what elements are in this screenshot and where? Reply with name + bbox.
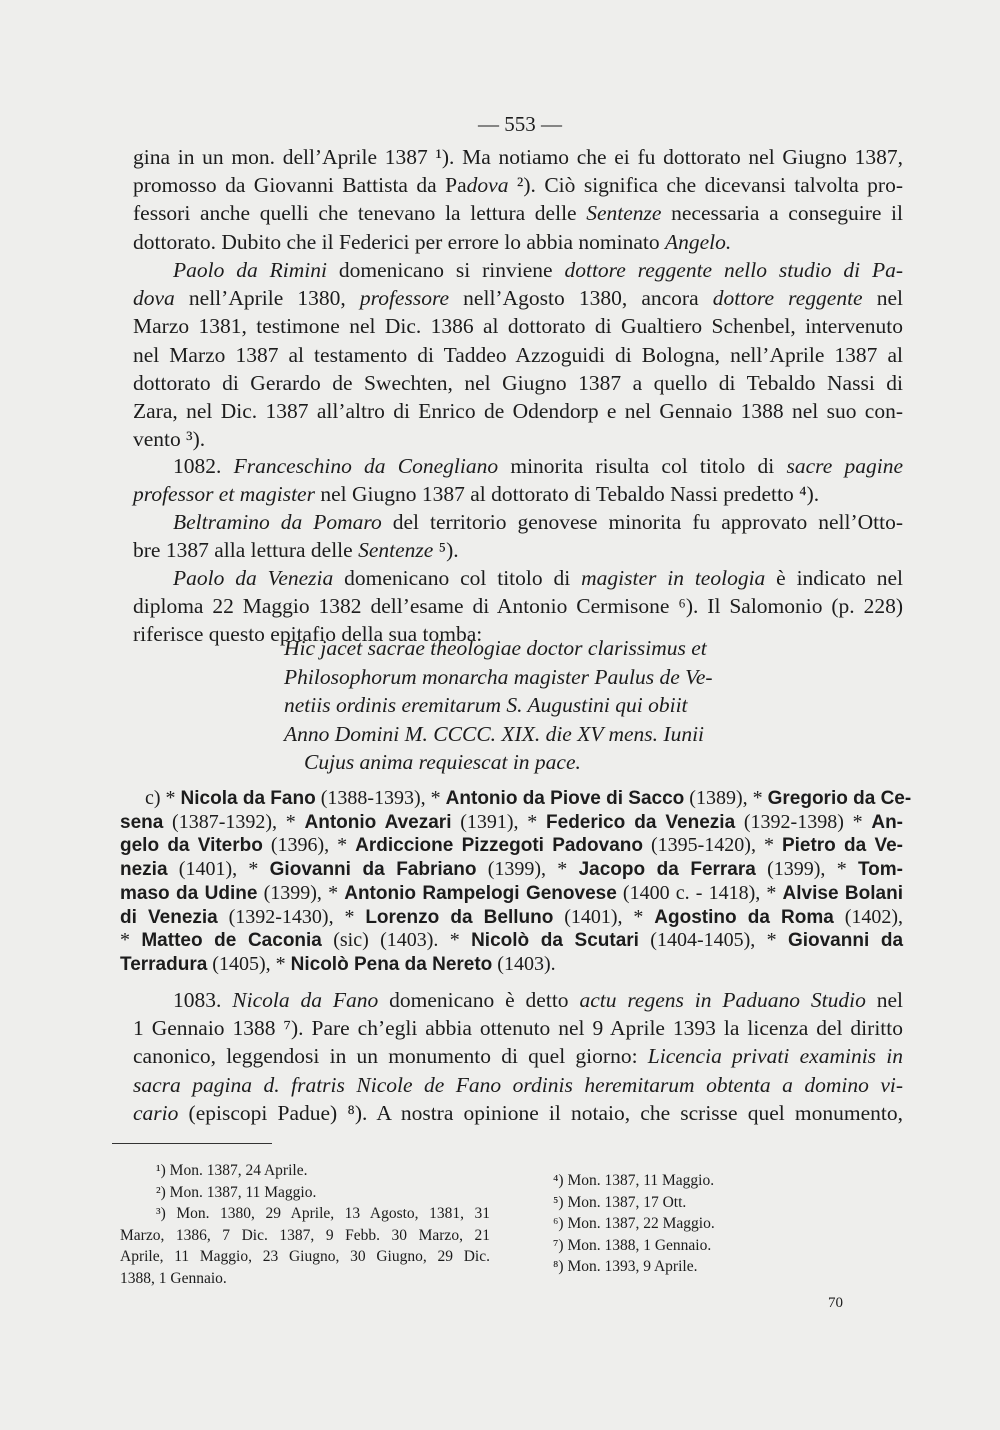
text-line: * Matteo de Caconia (sic) (1403). * Nicolò da Scutari (1404-1405), * Giovanni da — [120, 929, 904, 952]
text-line: bre 1387 alla lettura delle Sentenze ⁵). — [133, 538, 459, 563]
footnote: ¹) Mon. 1387, 24 Aprile. — [156, 1162, 308, 1179]
section-c-list — [120, 787, 912, 977]
text-line: dottorato di Gerardo de Swechten, nel Giugno 1387 a quello di Tebaldo Nassi di — [133, 370, 903, 395]
text-line: diploma 22 Maggio 1382 dell’esame di Antonio Cermisone ⁶). Il Salomonio (p. 228) — [133, 594, 903, 619]
text-line: Paolo da Venezia domenicano col titolo di magister in teologia è indicato nel — [173, 566, 903, 590]
text-line: dottorato. Dubito che il Federici per errore lo abbia nominato Angelo. — [133, 229, 732, 254]
text-line: gina in un mon. dell’Aprile 1387 ¹). Ma notiamo che ei fu dottorato nel Giugno 1387, — [133, 145, 903, 169]
footnote: ⁴) Mon. 1387, 11 Maggio. — [553, 1172, 715, 1189]
text-line: sena (1387-1392), * Antonio Avezari (1391), * Federico da Venezia (1392-1398) * An- — [120, 810, 904, 833]
footnote-continuation: Aprile, 11 Maggio, 23 Giugno, 30 Giugno, 29 Dic. — [120, 1248, 490, 1265]
paragraph-1082 — [133, 452, 903, 508]
footnote: ⁶) Mon. 1387, 22 Maggio. — [553, 1215, 715, 1232]
text-line: riferisce questo epitafio della sua tomba: — [133, 622, 483, 647]
paragraph-beltramino — [133, 508, 903, 564]
text-line: 1083. Nicola da Fano domenicano è detto actu regens in Paduano Studio nel — [173, 988, 903, 1012]
footnotes-right — [553, 1170, 813, 1278]
text-line: professor et magister nel Giugno 1387 al dottorato di Tebaldo Nassi predetto ⁴). — [133, 482, 820, 507]
text-line: c) * Nicola da Fano (1388-1393), * Antonio da Piove di Sacco (1389), * Gregorio da Ce- — [145, 787, 912, 809]
footnote: ³) Mon. 1380, 29 Aprile, 13 Agosto, 1381, 31 — [156, 1205, 490, 1222]
text-line: vento ³). — [133, 427, 206, 452]
text-line: promosso da Giovanni Battista da Padova ²). Ciò significa che dicevansi talvolta pro- — [133, 173, 903, 198]
footnote-continuation: Marzo, 1386, 7 Dic. 1387, 9 Febb. 30 Marzo, 21 — [120, 1226, 490, 1244]
footnote: ⁷) Mon. 1388, 1 Gennaio. — [553, 1236, 712, 1254]
text-line: gelo da Viterbo (1396), * Ardiccione Pizzegoti Padovano (1395-1420), * Pietro da Ve- — [120, 834, 903, 857]
footnote: ⁸) Mon. 1393, 9 Aprile. — [553, 1258, 698, 1275]
text-line: sacra pagina d. fratris Nicole de Fano ordinis heremitarum obtenta a domino vi- — [133, 1072, 903, 1097]
text-line: nezia (1401), * Giovanni da Fabriano (1399), * Jacopo da Ferrara (1399), * Tom- — [120, 858, 903, 881]
paragraph-1083 — [133, 986, 903, 1127]
paragraph-paolo-da-rimini — [133, 256, 903, 453]
text-line: nel Marzo 1387 al testamento di Taddeo Azzoguidi di Bologna, nell’Aprile 1387 al — [133, 342, 903, 367]
footnote-continuation: 1388, 1 Gennaio. — [120, 1269, 227, 1287]
text-line: Beltramino da Pomaro del territorio genovese minorita fu approvato nell’Otto- — [173, 510, 904, 534]
verse-line: Philosophorum monarcha magister Paulus de Ve- — [284, 664, 713, 689]
text-line: Marzo 1381, testimone nel Dic. 1386 al dottorato di Gualtiero Schenbel, intervenuto — [133, 314, 903, 339]
text-line: Terradura (1405), * Nicolò Pena da Nereto (1403). — [120, 952, 556, 975]
footnote: ²) Mon. 1387, 11 Maggio. — [156, 1183, 317, 1201]
footnote-divider — [112, 1143, 272, 1144]
verse-line: Cujus anima requiescat in pace. — [304, 750, 581, 774]
text-line: maso da Udine (1399), * Antonio Rampelogi Genovese (1400 c. - 1418), * Alvise Bolani — [120, 881, 903, 904]
footnote: ⁵) Mon. 1387, 17 Ott. — [553, 1193, 687, 1211]
text-line: dova nell’Aprile 1380, professore nell’Agosto 1380, ancora dottore reggente nel — [133, 286, 903, 311]
signature-mark: 70 — [828, 1295, 843, 1311]
verse-line: Anno Domini M. CCCC. XIX. die XV mens. Iunii — [284, 721, 705, 746]
text-line: cario (episcopi Padue) ⁸). A nostra opinione il notaio, che scrisse quel monumento, — [133, 1100, 903, 1125]
epitaph-quote — [284, 634, 804, 777]
footnotes-left — [120, 1160, 490, 1289]
text-line: Zara, nel Dic. 1387 all’altro di Enrico de Odendorp e nel Gennaio 1388 nel suo con- — [133, 399, 903, 424]
verse-line: netiis ordinis eremitarum S. Augustini qui obiit — [284, 693, 688, 717]
text-line: 1 Gennaio 1388 ⁷). Pare ch’egli abbia ottenuto nel 9 Aprile 1393 la licenza del diritto — [133, 1016, 903, 1041]
paragraph-continuation — [133, 143, 903, 256]
verse-line: Hic jacet sacrae theologiae doctor clarissimus et — [284, 636, 707, 660]
text-line: di Venezia (1392-1430), * Lorenzo da Belluno (1401), * Agostino da Roma (1402), — [120, 905, 904, 928]
page-number: — 553 — — [478, 112, 562, 136]
text-line: fessori anche quelli che tenevano la lettura delle Sentenze necessaria a conseguire il — [133, 201, 904, 226]
text-line: Paolo da Rimini domenicano si rinviene dottore reggente nello studio di Pa- — [173, 258, 904, 282]
text-line: canonico, leggendosi in un monumento di quel giorno: Licencia privati examinis in — [133, 1044, 903, 1069]
text-line: 1082. Franceschino da Conegliano minorita risulta col titolo di sacre pagine — [173, 454, 904, 478]
